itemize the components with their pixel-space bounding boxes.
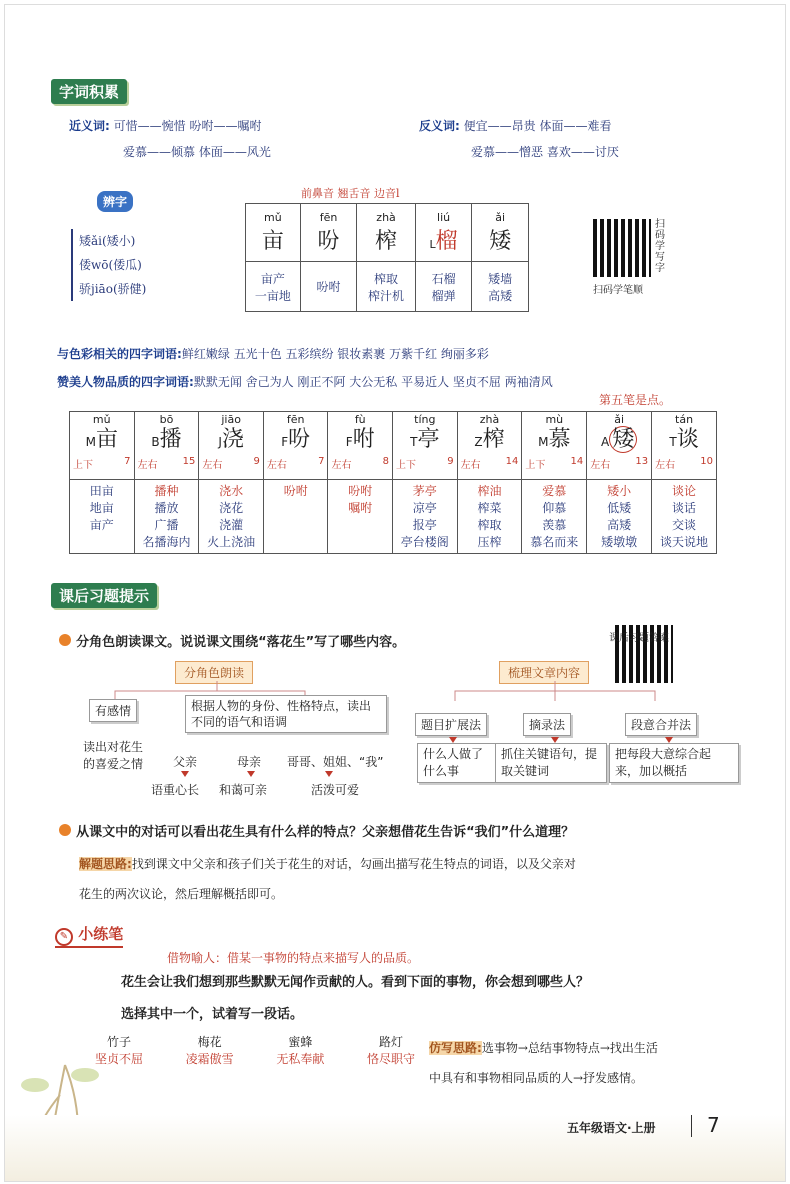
thing-name: 梅花 <box>197 1035 222 1049</box>
role-mother: 母亲 <box>237 755 262 769</box>
grid-word: 浇灌 <box>219 518 244 532</box>
grid-letter: Z <box>474 435 483 449</box>
thing-item <box>186 1033 234 1067</box>
practice-title: 小练笔 <box>78 925 124 943</box>
grid-word: 榨菜 <box>477 501 502 515</box>
section-title-exercises: 课后习题提示 <box>51 583 157 608</box>
grid-letter: F <box>345 435 353 449</box>
synonyms-label: 近义词: <box>69 119 110 133</box>
antonyms <box>419 117 611 134</box>
grid-structure: 左右 <box>266 460 287 471</box>
qr1-side-label: 扫码学写字 <box>655 219 665 274</box>
grid-words-cell <box>70 480 135 554</box>
grid-structure: 上下 <box>396 460 417 471</box>
grid-letter: A <box>601 435 610 449</box>
word: 榨汁机 <box>368 288 405 303</box>
grid-letter: T <box>669 435 677 449</box>
word: 亩产 <box>260 271 285 286</box>
grid-word: 播种 <box>154 484 179 498</box>
arrow-icon <box>247 771 255 777</box>
grid-word: 亩产 <box>89 518 114 532</box>
grid-pinyin: tíng <box>414 413 436 426</box>
q2-hint-label: 解题思路: <box>79 857 132 871</box>
grid-words-cell <box>522 480 587 554</box>
pinyin: fēn <box>319 210 338 224</box>
grid-words-cell <box>393 480 458 554</box>
synonyms-line2: 爱慕——倾慕 体面——风光 <box>123 145 271 159</box>
l-mark: L <box>429 237 436 251</box>
grid-word: 茅亭 <box>412 484 437 498</box>
thing-quality: 恪尽职守 <box>366 1052 415 1066</box>
word: 榨取 <box>374 271 399 286</box>
synonyms-line1: 可惜——惋惜 吩咐——嘱咐 <box>113 119 262 133</box>
char: 榨 <box>375 228 398 254</box>
grid-char: 谈 <box>676 427 699 452</box>
grid-word: 田亩 <box>89 484 114 498</box>
practice-sub: 选择其中一个，试着写一段话。 <box>121 1007 304 1022</box>
grid-word: 交谈 <box>672 518 697 532</box>
tone-siblings: 活泼可爱 <box>311 783 360 797</box>
method-excerpt: 摘录法 <box>523 713 571 736</box>
antonyms-line1: 便宜——昂贵 体面——难看 <box>463 119 612 133</box>
bianzi-list <box>71 229 146 301</box>
grid-structure: 左右 <box>655 460 676 471</box>
char: 亩 <box>261 228 284 254</box>
pinyin: liú <box>437 210 451 224</box>
char-grid <box>69 411 717 554</box>
grid-structure: 左右 <box>202 460 223 471</box>
practice-hint <box>429 1037 658 1056</box>
grid-word: 榨油 <box>477 484 502 498</box>
q1-note: 读出对花生的喜爱之情 <box>83 740 144 771</box>
grid-pinyin: fēn <box>286 413 305 426</box>
word: 石榴 <box>431 271 456 286</box>
q1-text: 分角色朗读课文。说说课文围绕“落花生”写了哪些内容。 <box>76 635 406 650</box>
thing-quality: 坚贞不屈 <box>95 1052 144 1066</box>
bianzi-item: 骄jiāo(骄健) <box>79 282 147 296</box>
color-idioms-text: 鲜红嫩绿 五光十色 五彩缤纷 银妆素裹 万紫千红 绚丽多彩 <box>181 347 489 361</box>
grid-char-cell <box>393 412 458 480</box>
grid-word: 爱慕 <box>542 484 567 498</box>
grid-word: 榨取 <box>477 518 502 532</box>
grid-pinyin: bō <box>159 413 174 426</box>
qr2-label: 课后习题答案 <box>609 633 669 644</box>
grid-char: 吩 <box>288 427 311 452</box>
grid-strokes: 7 <box>124 456 131 467</box>
q2-text: 从课文中的对话可以看出花生具有什么样的特点？父亲想借花生告诉“我们”什么道理？ <box>76 825 575 840</box>
thing-quality: 无私奉献 <box>276 1052 325 1066</box>
grid-pinyin: tán <box>675 413 694 426</box>
grid-structure: 左右 <box>137 460 158 471</box>
grid-char: 亩 <box>95 427 118 452</box>
thing-name: 竹子 <box>107 1035 132 1049</box>
grid-word: 慕名而来 <box>530 535 579 549</box>
grid-strokes: 13 <box>635 456 649 467</box>
grid-words-cell <box>457 480 522 554</box>
grid-word: 矮小 <box>607 484 632 498</box>
q1-feel: 有感情 <box>89 699 137 722</box>
q1-right-title: 梳理文章内容 <box>499 661 589 684</box>
grid-structure: 上下 <box>525 460 546 471</box>
practice-note: 借物喻人：借某一事物的特点来描写人的品质。 <box>167 951 420 965</box>
page <box>4 4 786 1182</box>
grid-pinyin: mù <box>545 413 564 426</box>
char: 矮 <box>489 228 512 254</box>
grid-word: 凉亭 <box>412 501 437 515</box>
virtue-idioms-text: 默默无闻 舍己为人 刚正不阿 大公无私 平易近人 坚贞不屈 两袖清风 <box>193 375 553 389</box>
qr-code-icon[interactable] <box>593 219 651 277</box>
desc-merge: 把每段大意综合起来，加以概括 <box>609 743 739 783</box>
grid-word: 压榨 <box>477 535 502 549</box>
grid-strokes: 10 <box>700 456 713 467</box>
role-siblings: 哥哥、姐姐、“我” <box>287 755 384 769</box>
grid-letter: M <box>538 435 549 449</box>
word: 吩咐 <box>316 280 341 294</box>
grid-char: 慕 <box>548 427 571 452</box>
grid-strokes: 15 <box>182 456 196 467</box>
desc-excerpt: 抓住关键语句，提取关键词 <box>495 743 607 783</box>
thing-quality: 凌霜傲雪 <box>185 1052 234 1066</box>
q2 <box>59 821 574 840</box>
grid-char-cell <box>70 412 135 480</box>
connector-lines <box>445 679 715 709</box>
grid-structure: 上下 <box>73 460 93 471</box>
grid-word: 浇花 <box>219 501 244 515</box>
grid-words-cell <box>134 480 199 554</box>
bianzi-item: 倭wō(倭瓜) <box>79 258 142 272</box>
footer-book: 五年级语文·上册 <box>567 1121 656 1135</box>
grid-char-cell <box>457 412 522 480</box>
pinyin: zhà <box>376 210 396 224</box>
word: 一亩地 <box>254 288 291 303</box>
grid-char-cell <box>199 412 264 480</box>
grid-word: 报亭 <box>412 518 437 532</box>
grid-word: 浇水 <box>219 484 244 498</box>
grid-word: 广播 <box>154 518 179 532</box>
word: 矮墙 <box>488 271 513 286</box>
grid-word: 羡慕 <box>542 518 567 532</box>
grid-char: 浇 <box>221 427 244 452</box>
thing-name: 蜜蜂 <box>288 1035 313 1049</box>
grid-word: 仰慕 <box>542 501 567 515</box>
grid-char: 榨 <box>482 427 505 452</box>
grid-word: 吩咐 <box>283 484 308 498</box>
fifth-stroke-note: 第五笔是点。 <box>599 393 672 407</box>
desc-title: 什么人做了什么事 <box>417 743 499 783</box>
grid-words-cell <box>587 480 652 554</box>
method-merge: 段意合并法 <box>625 713 697 736</box>
q1 <box>59 631 405 650</box>
bianzi-item: 矮ǎi(矮小) <box>79 234 136 248</box>
grid-pinyin: ǎi <box>614 413 625 426</box>
grid-char: 播 <box>159 427 182 452</box>
virtue-idioms-label: 赞美人物品质的四字词语: <box>57 375 194 389</box>
synonyms <box>69 117 261 134</box>
arrow-icon <box>181 771 189 777</box>
grid-word: 吩咐 <box>348 484 373 498</box>
grid-pinyin: zhà <box>479 413 500 426</box>
grid-letter: M <box>85 435 96 449</box>
grid-char-cell <box>587 412 652 480</box>
grid-word: 谈天说地 <box>660 535 709 549</box>
tone-mother: 和蔼可亲 <box>219 783 268 797</box>
grid-words-cell <box>328 480 393 554</box>
pen-icon: ✎ <box>55 928 73 946</box>
grid-strokes: 14 <box>570 456 584 467</box>
q2-hint-text1: 找到课文中父亲和孩子们关于花生的对话，勾画出描写花生特点的词语，以及父亲对 <box>131 857 576 871</box>
thing-name: 路灯 <box>378 1035 403 1049</box>
grid-word: 矮墩墩 <box>601 535 638 549</box>
grid-word: 低矮 <box>607 501 632 515</box>
word: 榴弹 <box>431 288 456 303</box>
grid-pinyin: fù <box>354 413 366 426</box>
grid-word: 亭台楼阁 <box>400 535 449 549</box>
footer-band <box>5 1115 785 1181</box>
q1-basis: 根据人物的身份、性格特点，读出不同的语气和语调 <box>185 695 387 733</box>
grid-strokes: 8 <box>382 456 390 467</box>
thing-item <box>276 1033 324 1067</box>
section-title-practice <box>55 923 123 948</box>
practice-things <box>95 1033 415 1067</box>
grid-char-cell <box>263 412 328 480</box>
grid-words-cell <box>263 480 328 554</box>
tone-father: 语重心长 <box>151 783 200 797</box>
grid-structure: 左右 <box>460 460 481 471</box>
q1-left-title: 分角色朗读 <box>175 661 253 684</box>
practice-main: 花生会让我们想到那些默默无闻作贡献的人。看到下面的事物，你会想到哪些人？ <box>121 975 590 990</box>
pinyin: ǎi <box>495 210 506 224</box>
grid-char-cell <box>328 412 393 480</box>
antonyms-label: 反义词: <box>419 119 460 133</box>
grid-word: 播放 <box>154 501 179 515</box>
grid-strokes: 9 <box>253 456 260 467</box>
antonyms-line2: 爱慕——憎恶 喜欢——讨厌 <box>471 145 619 159</box>
grid-pinyin: mǔ <box>92 413 111 426</box>
grid-strokes: 7 <box>318 456 325 467</box>
grid-words-cell <box>652 480 717 554</box>
page-number: 7 <box>707 1113 720 1137</box>
grid-letter: B <box>151 435 160 449</box>
word: 高矮 <box>488 288 513 303</box>
arrow-icon <box>325 771 333 777</box>
grid-structure: 左右 <box>331 460 352 471</box>
grid-letter: F <box>281 435 289 449</box>
grid-word: 火上浇油 <box>207 535 256 549</box>
grid-structure: 左右 <box>590 460 611 471</box>
practice-hint-label: 仿写思路: <box>429 1041 482 1055</box>
footer-divider <box>691 1115 692 1137</box>
color-idioms-label: 与色彩相关的四字词语: <box>57 347 182 361</box>
grid-char-cell <box>652 412 717 480</box>
grid-strokes: 9 <box>447 456 454 467</box>
grid-words-cell <box>199 480 264 554</box>
grid-word: 谈论 <box>672 484 697 498</box>
grid-word: 高矮 <box>607 518 632 532</box>
bullet-icon <box>59 824 71 836</box>
grid-pinyin: jiāo <box>221 413 241 426</box>
grid-word: 谈话 <box>672 501 697 515</box>
grid-strokes: 14 <box>505 456 519 467</box>
char-table <box>245 203 529 312</box>
method-title: 题目扩展法 <box>415 713 487 736</box>
pinyin: mǔ <box>264 210 282 224</box>
virtue-idioms <box>57 371 553 390</box>
char: 榴 <box>435 228 458 254</box>
grid-char: 咐 <box>352 427 375 452</box>
practice-hint2: 中具有和事物相同品质的人→抒发感情。 <box>429 1071 644 1085</box>
grid-char: 矮 <box>609 426 637 453</box>
grid-word: 嘱咐 <box>348 501 373 515</box>
color-idioms <box>57 343 489 362</box>
q2-hint <box>79 853 576 872</box>
grid-letter: J <box>218 435 222 449</box>
grid-word: 名播海内 <box>142 535 191 549</box>
bullet-icon <box>59 634 71 646</box>
char: 吩 <box>317 228 340 254</box>
grid-word: 地亩 <box>89 501 114 515</box>
qr1-label: 扫码学笔顺 <box>593 285 643 296</box>
grid-char-cell <box>522 412 587 480</box>
grid-char: 亭 <box>417 427 440 452</box>
q2-hint-text2: 花生的两次议论，然后理解概括即可。 <box>79 887 284 901</box>
role-father: 父亲 <box>173 755 198 769</box>
practice-hint1: 选事物→总结事物特点→找出生活 <box>481 1041 658 1055</box>
grid-char-cell <box>134 412 199 480</box>
grid-letter: T <box>410 435 418 449</box>
section-title-words: 字词积累 <box>51 79 127 104</box>
thing-item <box>367 1033 415 1067</box>
sound-note: 前鼻音 翘舌音 边音l <box>301 187 400 200</box>
bianzi-tag: 辨字 <box>97 191 133 212</box>
